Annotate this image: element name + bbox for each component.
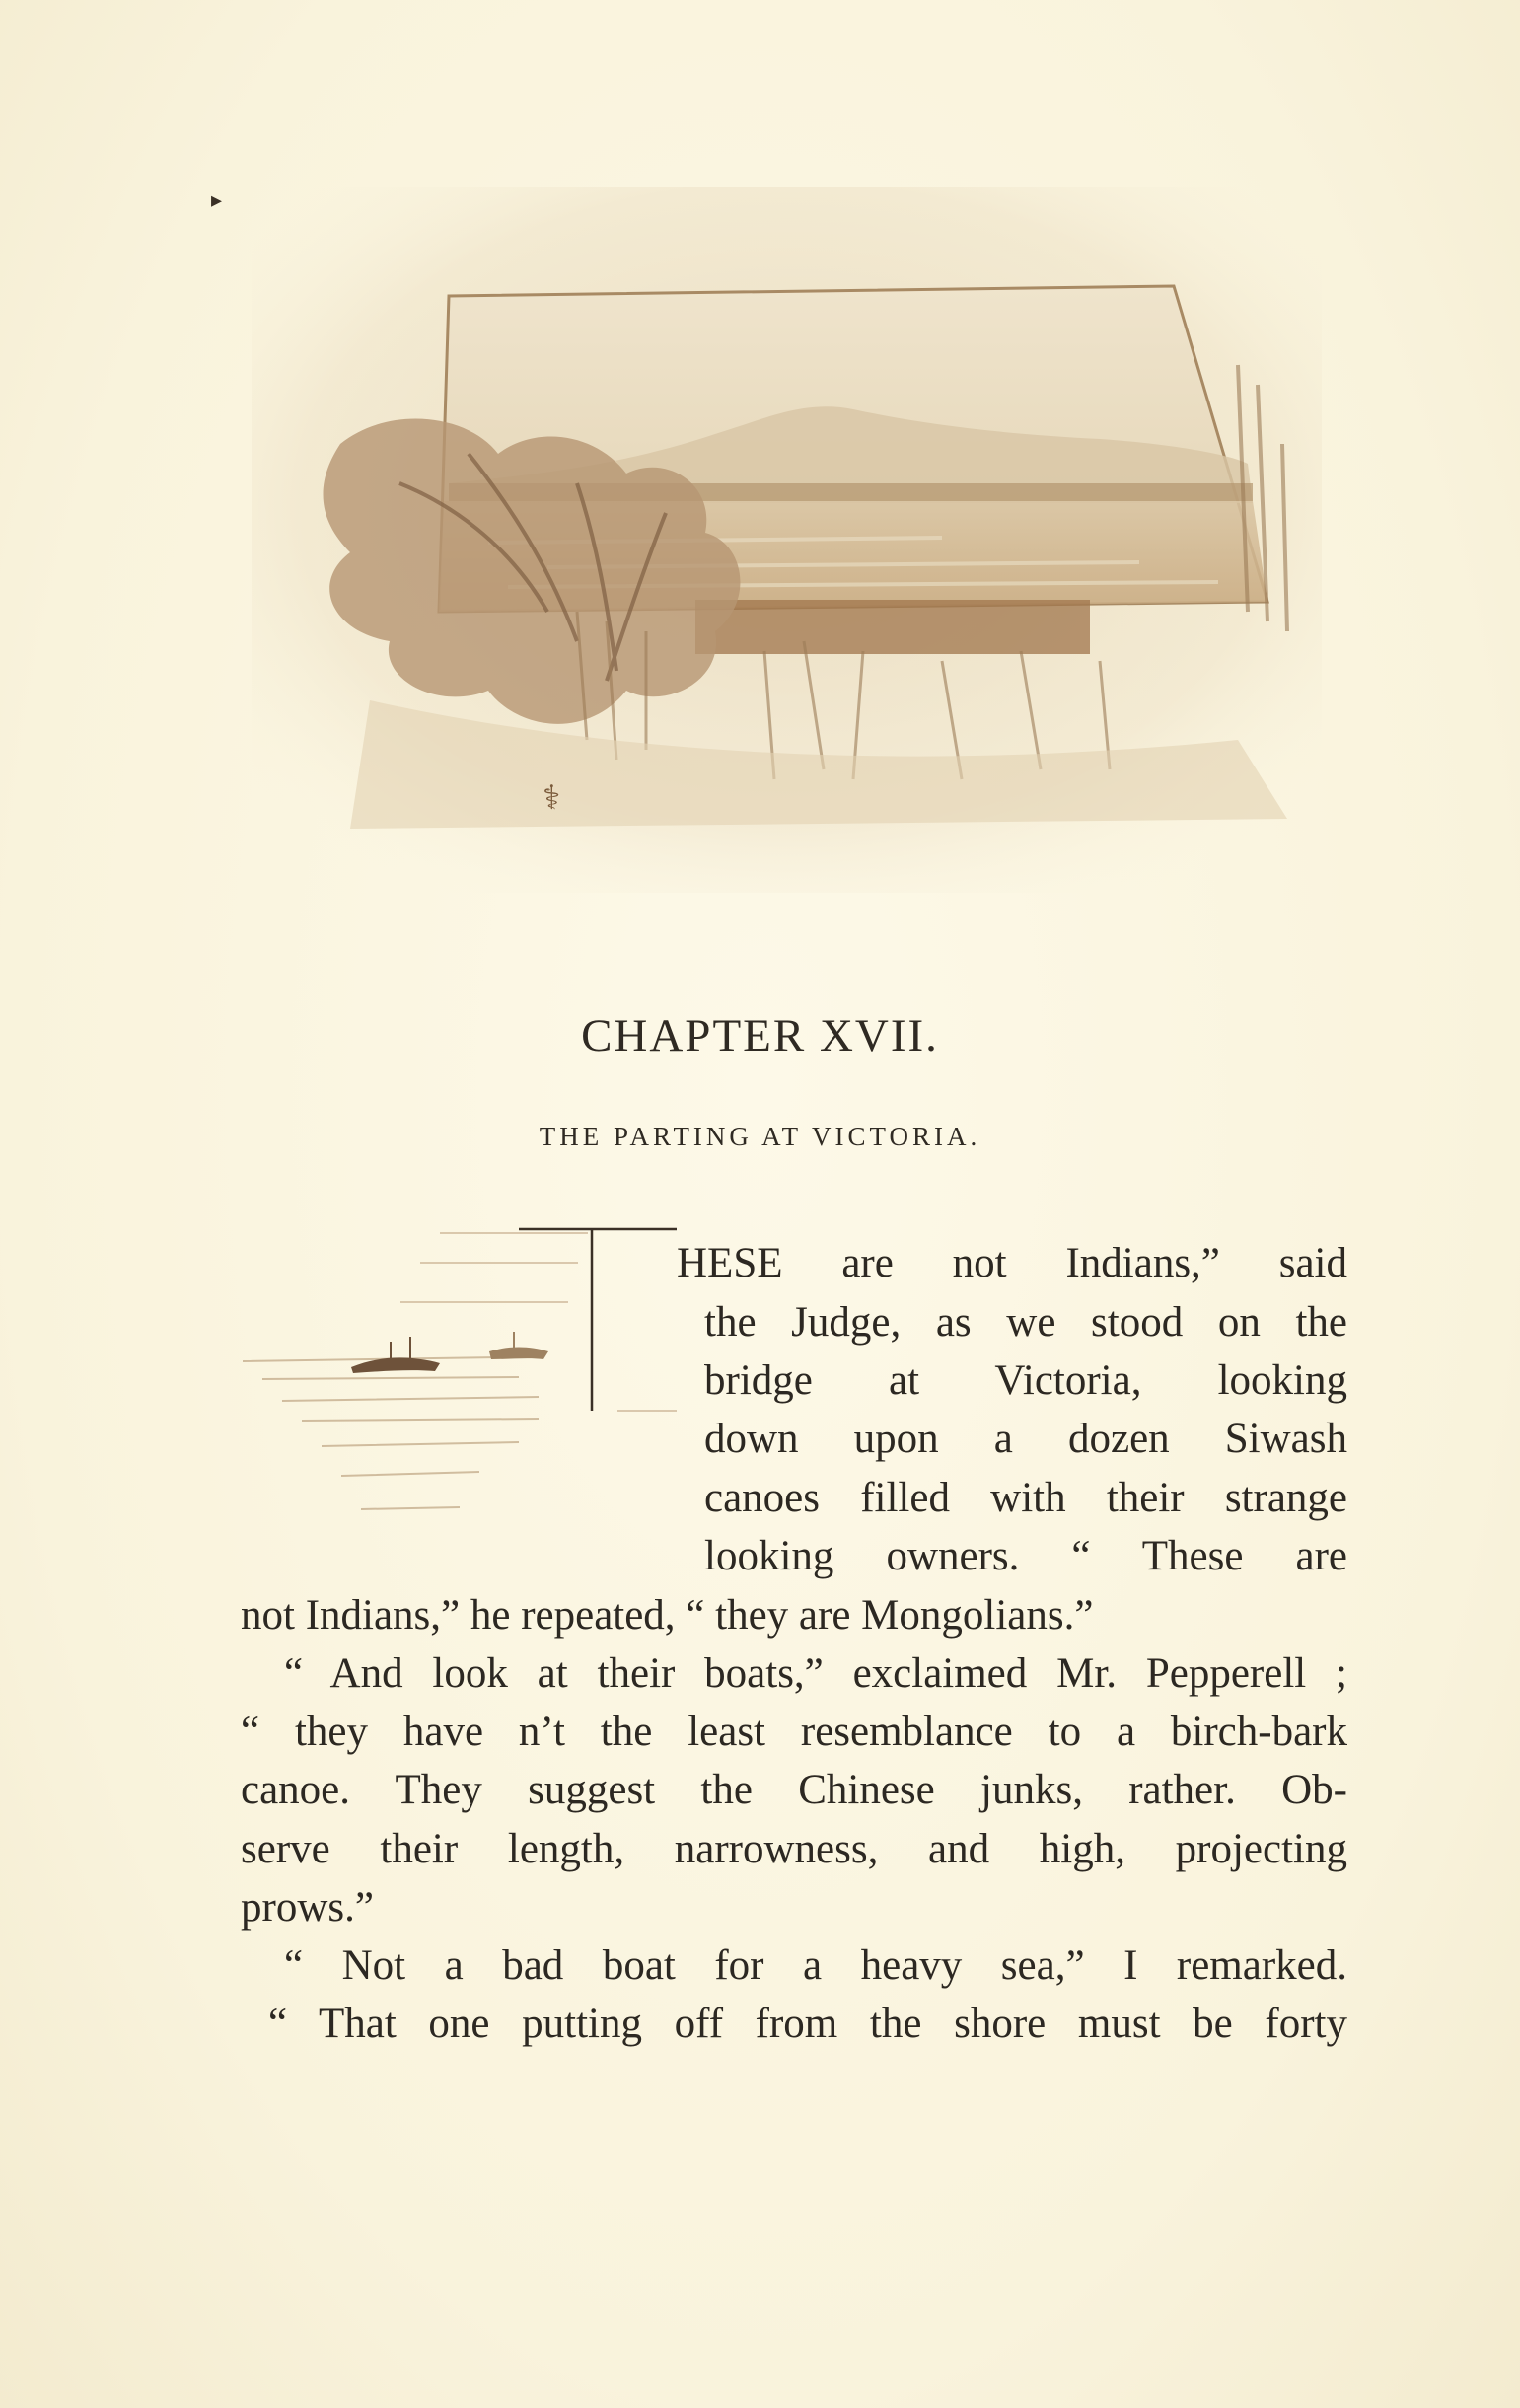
body-line: looking owners. “ These are: [704, 1533, 1347, 1579]
margin-mark: ▸: [211, 187, 223, 212]
header-illustration: [252, 187, 1322, 893]
body-line: prows.”: [241, 1884, 374, 1931]
body-line: serve their length, narrowness, and high, projecting: [241, 1826, 1347, 1872]
body-line: canoe. They suggest the Chinese junks, rather. Ob-: [241, 1767, 1347, 1813]
body-line: HESE are not Indians,” said: [677, 1240, 1347, 1286]
body-line: “ That one putting off from the shore must be forty: [268, 2001, 1347, 2047]
svg-text:⚕: ⚕: [543, 778, 561, 818]
body-line: down upon a dozen Siwash: [704, 1416, 1347, 1462]
body-line: “ they have n’t the least resemblance to a birch-bark: [241, 1709, 1347, 1755]
body-line: bridge at Victoria, looking: [704, 1357, 1347, 1404]
body-line: not Indians,” he repeated, “ they are Mongolians.”: [241, 1592, 1094, 1639]
dropcap-illustration: [243, 1223, 677, 1549]
body-line: canoes filled with their strange: [704, 1475, 1347, 1521]
body-line: the Judge, as we stood on the: [704, 1299, 1347, 1346]
chapter-title: CHAPTER XVII.: [581, 1010, 939, 1061]
body-line: “ Not a bad boat for a heavy sea,” I remarked.: [284, 1942, 1347, 1989]
body-line: “ And look at their boats,” exclaimed Mr. Pepperell ;: [284, 1650, 1347, 1697]
chapter-subtitle: THE PARTING AT VICTORIA.: [539, 1122, 981, 1151]
